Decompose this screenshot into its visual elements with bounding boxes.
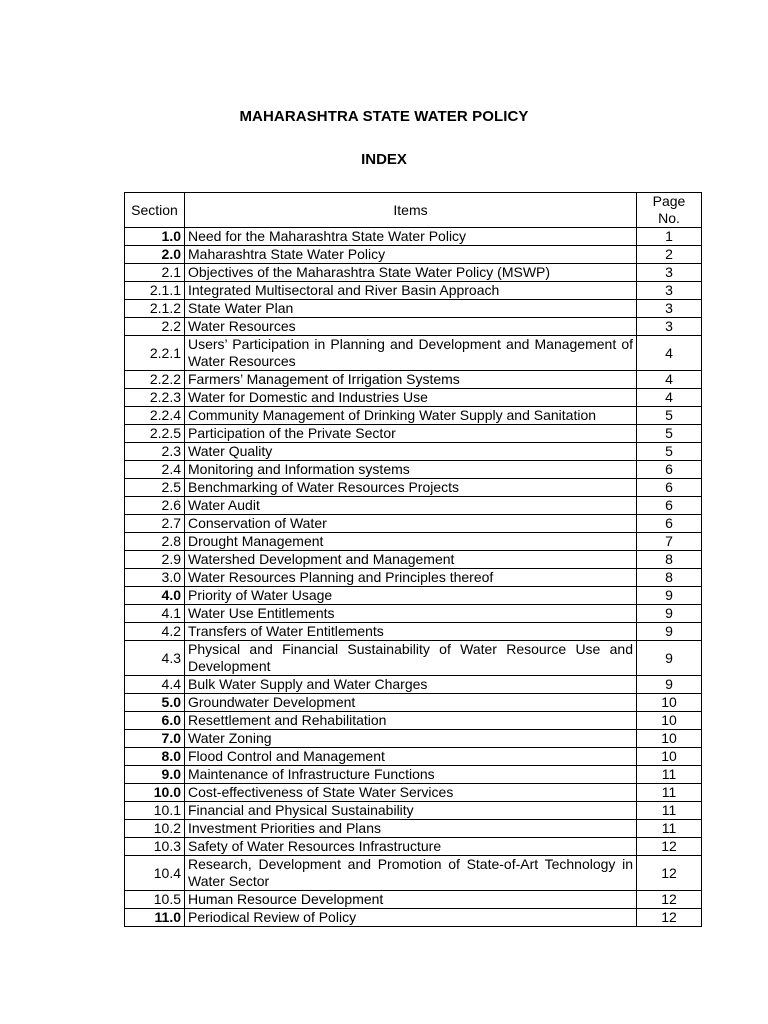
page-number: 6 [637,515,702,533]
page-number: 4 [637,371,702,389]
table-row [125,891,702,909]
column-header-items: Items [185,193,637,228]
item-title: Conservation of Water [185,515,637,533]
table-row [125,569,702,587]
column-header-section: Section [125,193,185,228]
item-title: Flood Control and Management [185,748,637,766]
table-row [125,336,702,371]
table-row [125,264,702,282]
section-number: 2.2.4 [125,407,185,425]
item-title: Objectives of the Maharashtra State Water Policy (MSWP) [185,264,637,282]
page-number: 4 [637,336,702,371]
item-title: State Water Plan [185,300,637,318]
item-title: Transfers of Water Entitlements [185,623,637,641]
item-title: Watershed Development and Management [185,551,637,569]
table-row [125,389,702,407]
section-number: 2.3 [125,443,185,461]
table-row [125,694,702,712]
item-title: Water Use Entitlements [185,605,637,623]
page-number: 10 [637,694,702,712]
section-number: 2.2 [125,318,185,336]
section-number: 8.0 [125,748,185,766]
page-number: 5 [637,443,702,461]
table-row [125,641,702,676]
page-number: 9 [637,641,702,676]
section-number: 2.1 [125,264,185,282]
page-number: 9 [637,587,702,605]
table-row [125,784,702,802]
section-number: 3.0 [125,569,185,587]
table-row [125,820,702,838]
page-number: 6 [637,461,702,479]
section-number: 10.2 [125,820,185,838]
item-title: Maharashtra State Water Policy [185,246,637,264]
section-number: 2.1.1 [125,282,185,300]
section-number: 2.2.2 [125,371,185,389]
table-row [125,425,702,443]
table-row [125,605,702,623]
page-number: 9 [637,676,702,694]
page-number: 9 [637,605,702,623]
item-title: Groundwater Development [185,694,637,712]
page-number: 3 [637,282,702,300]
section-number: 7.0 [125,730,185,748]
item-title: Bulk Water Supply and Water Charges [185,676,637,694]
item-title: Research, Development and Promotion of State-of-Art Technology in Water Sector [185,856,637,891]
table-row [125,551,702,569]
section-number: 2.2.3 [125,389,185,407]
table-row [125,282,702,300]
section-number: 4.4 [125,676,185,694]
item-title: Integrated Multisectoral and River Basin Approach [185,282,637,300]
page-number: 5 [637,407,702,425]
section-number: 4.1 [125,605,185,623]
section-number: 6.0 [125,712,185,730]
section-number: 11.0 [125,909,185,927]
table-row [125,318,702,336]
section-number: 2.7 [125,515,185,533]
section-number: 5.0 [125,694,185,712]
item-title: Investment Priorities and Plans [185,820,637,838]
page-number: 7 [637,533,702,551]
page-number: 11 [637,802,702,820]
page-number: 12 [637,838,702,856]
section-number: 10.3 [125,838,185,856]
page-number: 10 [637,730,702,748]
item-title: Participation of the Private Sector [185,425,637,443]
item-title: Water Quality [185,443,637,461]
section-number: 10.4 [125,856,185,891]
item-title: Need for the Maharashtra State Water Policy [185,228,637,246]
table-row [125,479,702,497]
table-row [125,856,702,891]
page-number: 6 [637,497,702,515]
table-row [125,623,702,641]
page-number: 8 [637,551,702,569]
page-number: 11 [637,784,702,802]
table-row [125,730,702,748]
table-row [125,766,702,784]
column-header-page: Page No. [637,193,702,228]
item-title: Priority of Water Usage [185,587,637,605]
section-number: 2.2.1 [125,336,185,371]
section-number: 2.5 [125,479,185,497]
table-body [125,228,702,927]
page-number: 2 [637,246,702,264]
page-number: 12 [637,909,702,927]
item-title: Cost-effectiveness of State Water Services [185,784,637,802]
index-heading: INDEX [361,151,407,168]
section-number: 10.1 [125,802,185,820]
item-title: Benchmarking of Water Resources Projects [185,479,637,497]
table-row [125,246,702,264]
table-row [125,838,702,856]
page-number: 3 [637,300,702,318]
table-row [125,371,702,389]
page-number: 1 [637,228,702,246]
page-number: 8 [637,569,702,587]
item-title: Human Resource Development [185,891,637,909]
table-row [125,909,702,927]
page-number: 12 [637,856,702,891]
section-number: 4.3 [125,641,185,676]
page-number: 12 [637,891,702,909]
page-number: 11 [637,766,702,784]
page-number: 4 [637,389,702,407]
table-row [125,461,702,479]
table-row [125,712,702,730]
section-number: 4.0 [125,587,185,605]
index-table [124,192,702,927]
item-title: Water Audit [185,497,637,515]
item-title: Farmers’ Management of Irrigation Systems [185,371,637,389]
section-number: 1.0 [125,228,185,246]
table-row [125,676,702,694]
page-number: 3 [637,264,702,282]
section-number: 4.2 [125,623,185,641]
section-number: 2.8 [125,533,185,551]
section-number: 10.0 [125,784,185,802]
section-number: 2.2.5 [125,425,185,443]
page-number: 11 [637,820,702,838]
table-row [125,802,702,820]
section-number: 2.9 [125,551,185,569]
item-title: Community Management of Drinking Water Supply and Sanitation [185,407,637,425]
item-title: Water Resources [185,318,637,336]
item-title: Financial and Physical Sustainability [185,802,637,820]
page-number: 10 [637,712,702,730]
item-title: Periodical Review of Policy [185,909,637,927]
section-number: 2.6 [125,497,185,515]
table-row [125,228,702,246]
section-number: 2.0 [125,246,185,264]
page-number: 9 [637,623,702,641]
item-title: Physical and Financial Sustainability of Water Resource Use and Development [185,641,637,676]
section-number: 10.5 [125,891,185,909]
table-row [125,515,702,533]
section-number: 2.1.2 [125,300,185,318]
table-row [125,587,702,605]
item-title: Safety of Water Resources Infrastructure [185,838,637,856]
table-row [125,443,702,461]
item-title: Water Zoning [185,730,637,748]
item-title: Resettlement and Rehabilitation [185,712,637,730]
item-title: Users’ Participation in Planning and Development and Management of Water Resources [185,336,637,371]
table-row [125,300,702,318]
item-title: Monitoring and Information systems [185,461,637,479]
page-number: 3 [637,318,702,336]
item-title: Water for Domestic and Industries Use [185,389,637,407]
table-row [125,748,702,766]
page-number: 10 [637,748,702,766]
page-number: 6 [637,479,702,497]
table-row [125,407,702,425]
item-title: Water Resources Planning and Principles thereof [185,569,637,587]
section-number: 9.0 [125,766,185,784]
item-title: Maintenance of Infrastructure Functions [185,766,637,784]
item-title: Drought Management [185,533,637,551]
section-number: 2.4 [125,461,185,479]
document-title: MAHARASHTRA STATE WATER POLICY [239,108,529,125]
table-row [125,533,702,551]
table-row [125,497,702,515]
page-number: 5 [637,425,702,443]
table-header-row [125,193,702,228]
